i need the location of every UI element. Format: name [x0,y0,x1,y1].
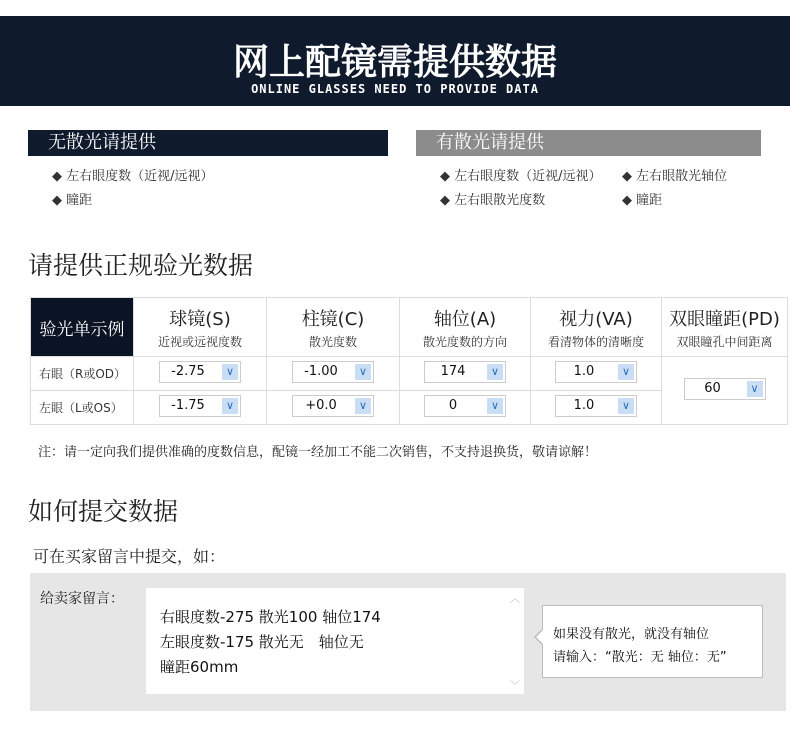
chevron-down-icon: ∨ [355,398,371,414]
submit-intro: 可在买家留言中提交，如： [33,547,226,566]
no-astig-item: ◆ 瞳距 [52,193,93,208]
astig-item: ◆ 左右眼散光度数 [440,193,546,208]
astig-item: ◆ 瞳距 [622,193,663,208]
pd-select[interactable]: 60 ∨ [684,378,766,400]
cylinder-select-right[interactable]: -1.00 ∨ [292,361,374,383]
column-header-pd: 双眼瞳距(PD) 双眼瞳孔中间距离 [662,298,788,357]
astig-item: ◆ 左右眼散光轴位 [622,169,728,184]
prescription-table [30,297,788,425]
message-label: 给卖家留言： [40,591,124,607]
axis-select-left[interactable]: 0 ∨ [424,395,506,417]
chevron-down-icon: ∨ [618,398,634,414]
chevron-down-icon: ∨ [222,364,238,380]
column-header-axis: 轴位(A) 散光度数的方向 [400,298,531,357]
page-header [0,16,790,106]
column-header-cylinder: 柱镜(C) 散光度数 [267,298,400,357]
column-header-sphere: 球镜(S) 近视或远视度数 [134,298,267,357]
callout-line: 如果没有散光，就没有轴位 [553,627,710,642]
chevron-down-icon: ∨ [222,398,238,414]
message-line: 左眼度数-175 散光无 轴位无 [160,633,364,651]
va-select-right[interactable]: 1.0 ∨ [555,361,637,383]
no-astig-item: ◆ 左右眼度数（近视/远视） [52,169,214,184]
table-row-right-eye [31,357,788,391]
chevron-down-icon: ∨ [618,364,634,380]
axis-select-right[interactable]: 174 ∨ [424,361,506,383]
disclaimer-note: 注：请一定向我们提供准确的度数信息，配镜一经加工不能二次销售，不支持退换货，敬请谅解！ [38,445,598,460]
page-title: 网上配镜需提供数据 [232,42,557,83]
message-line: 右眼度数-275 散光100 轴位174 [160,608,381,626]
example-label: 验光单示例 [31,298,134,357]
chevron-down-icon: ∨ [355,364,371,380]
chevron-down-icon: ∨ [487,364,503,380]
row-label-left-eye: 左眼（L或OS） [31,391,134,425]
astig-title: 有散光请提供 [416,130,761,156]
chevron-down-icon: ∨ [487,398,503,414]
tip-callout [542,605,763,678]
scroll-up-icon[interactable]: ︿ [510,594,520,605]
page-subtitle: ONLINE GLASSES NEED TO PROVIDE DATA [251,82,539,96]
callout-line: 请输入：“散光：无 轴位：无” [553,650,727,665]
scroll-down-icon[interactable]: ﹀ [510,681,520,692]
section-title-prescription: 请提供正规验光数据 [28,251,254,280]
cylinder-select-left[interactable]: +0.0 ∨ [292,395,374,417]
sphere-select-left[interactable]: -1.75 ∨ [159,395,241,417]
row-label-right-eye: 右眼（R或OD） [31,357,134,391]
seller-message-textarea[interactable] [146,588,524,694]
astig-item: ◆ 左右眼度数（近视/远视） [440,169,602,184]
column-header-visual-acuity: 视力(VA) 看清物体的清晰度 [531,298,662,357]
no-astig-title: 无散光请提供 [28,130,388,156]
va-select-left[interactable]: 1.0 ∨ [555,395,637,417]
message-line: 瞳距60mm [160,658,239,676]
chevron-down-icon: ∨ [747,381,763,397]
sphere-select-right[interactable]: -2.75 ∨ [159,361,241,383]
section-title-submit: 如何提交数据 [28,497,179,526]
